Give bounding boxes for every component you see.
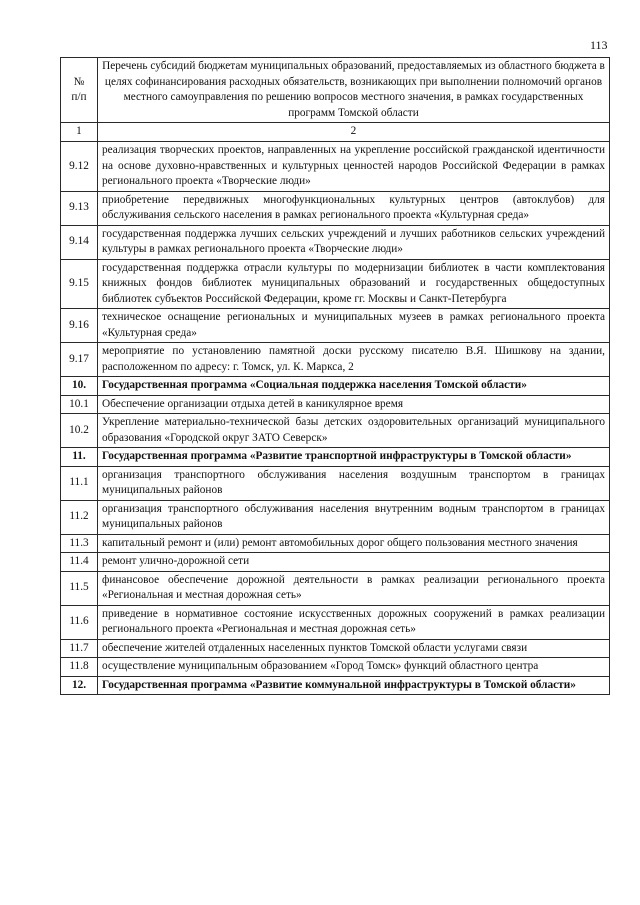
row-text: Укрепление материально-технической базы детских оздоровительных организаций муниципального образования «Городской округ ЗАТО Северск»: [98, 414, 610, 448]
row-text: реализация творческих проектов, направленных на укрепление российской гражданской идентичности на основе духовно-нравственных и культурных ценностей народов Российской Федерации в рамках регионального проекта «Творческие люди»: [98, 142, 610, 192]
program-number: 12.: [61, 676, 98, 695]
row-text: ремонт улично-дорожной сети: [98, 553, 610, 572]
table-row: [61, 534, 610, 553]
table-header-row: [61, 58, 610, 123]
table-row: [61, 658, 610, 677]
table-row: [61, 309, 610, 343]
row-number: 9.16: [61, 309, 98, 343]
row-number: 9.13: [61, 191, 98, 225]
table-row: [61, 639, 610, 658]
header-num-cell: № п/п: [61, 58, 98, 123]
row-text: государственная поддержка отрасли культуры по модернизации библиотек в части комплектования книжных фондов библиотек муниципальных образований и государственных общедоступных библиотек субъектов Российской Федерации, кроме гг. Москвы и Санкт-Петербурга: [98, 259, 610, 309]
row-number: 10.1: [61, 395, 98, 414]
row-text: приведение в нормативное состояние искусственных дорожных сооружений в рамках реализации регионального проекта «Региональная и местная дорожная сеть»: [98, 605, 610, 639]
table-row: [61, 500, 610, 534]
table-row: [61, 466, 610, 500]
column-index-row: [61, 123, 610, 142]
table-row: [61, 225, 610, 259]
program-row: [61, 377, 610, 396]
row-text: обеспечение жителей отдаленных населенных пунктов Томской области услугами связи: [98, 639, 610, 658]
program-row: [61, 676, 610, 695]
row-text: техническое оснащение региональных и муниципальных музеев в рамках регионального проекта «Культурная среда»: [98, 309, 610, 343]
row-number: 11.3: [61, 534, 98, 553]
table-row: [61, 259, 610, 309]
table-row: [61, 414, 610, 448]
table-row: [61, 343, 610, 377]
row-number: 9.15: [61, 259, 98, 309]
page-number: 113: [590, 38, 608, 52]
column-index-2: 2: [98, 123, 610, 142]
row-text: организация транспортного обслуживания населения внутренним водным транспортом в границах муниципальных районов: [98, 500, 610, 534]
program-number: 10.: [61, 377, 98, 396]
row-number: 9.12: [61, 142, 98, 192]
row-number: 11.6: [61, 605, 98, 639]
table-row: [61, 553, 610, 572]
row-text: осуществление муниципальным образованием «Город Томск» функций областного центра: [98, 658, 610, 677]
row-text: организация транспортного обслуживания населения воздушным транспортом в границах муниципальных районов: [98, 466, 610, 500]
row-number: 9.14: [61, 225, 98, 259]
table-row: [61, 191, 610, 225]
subsidies-table: [60, 57, 610, 695]
row-text: капитальный ремонт и (или) ремонт автомобильных дорог общего пользования местного значения: [98, 534, 610, 553]
program-row: [61, 448, 610, 467]
column-index-1: 1: [61, 123, 98, 142]
table-row: [61, 571, 610, 605]
program-title: Государственная программа «Развитие коммунальной инфраструктуры в Томской области»: [98, 676, 610, 695]
row-number: 11.7: [61, 639, 98, 658]
table-row: [61, 142, 610, 192]
row-text: Обеспечение организации отдыха детей в каникулярное время: [98, 395, 610, 414]
row-text: приобретение передвижных многофункциональных культурных центров (автоклубов) для обслуживания сельского населения в рамках регионального проекта «Культурная среда»: [98, 191, 610, 225]
program-title: Государственная программа «Развитие транспортной инфраструктуры в Томской области»: [98, 448, 610, 467]
row-number: 11.2: [61, 500, 98, 534]
header-title-cell: Перечень субсидий бюджетам муниципальных образований, предоставляемых из областного бюджета в целях софинансирования расходных обязательств, возникающих при выполнении полномочий органов местного самоуправления по решению вопросов местного значения, в рамках государственных программ Томской области: [98, 58, 610, 123]
table-row: [61, 605, 610, 639]
row-number: 11.8: [61, 658, 98, 677]
row-text: государственная поддержка лучших сельских учреждений и лучших работников сельских учреждений культуры в рамках регионального проекта «Творческие люди»: [98, 225, 610, 259]
row-number: 11.1: [61, 466, 98, 500]
row-number: 11.5: [61, 571, 98, 605]
row-number: 11.4: [61, 553, 98, 572]
table-row: [61, 395, 610, 414]
program-title: Государственная программа «Социальная поддержка населения Томской области»: [98, 377, 610, 396]
row-number: 10.2: [61, 414, 98, 448]
row-number: 9.17: [61, 343, 98, 377]
program-number: 11.: [61, 448, 98, 467]
row-text: мероприятие по установлению памятной доски русскому писателю В.Я. Шишкову на здании, расположенном по адресу: г. Томск, ул. К. Маркса, 2: [98, 343, 610, 377]
row-text: финансовое обеспечение дорожной деятельности в рамках реализации регионального проекта «Региональная и местная дорожная сеть»: [98, 571, 610, 605]
